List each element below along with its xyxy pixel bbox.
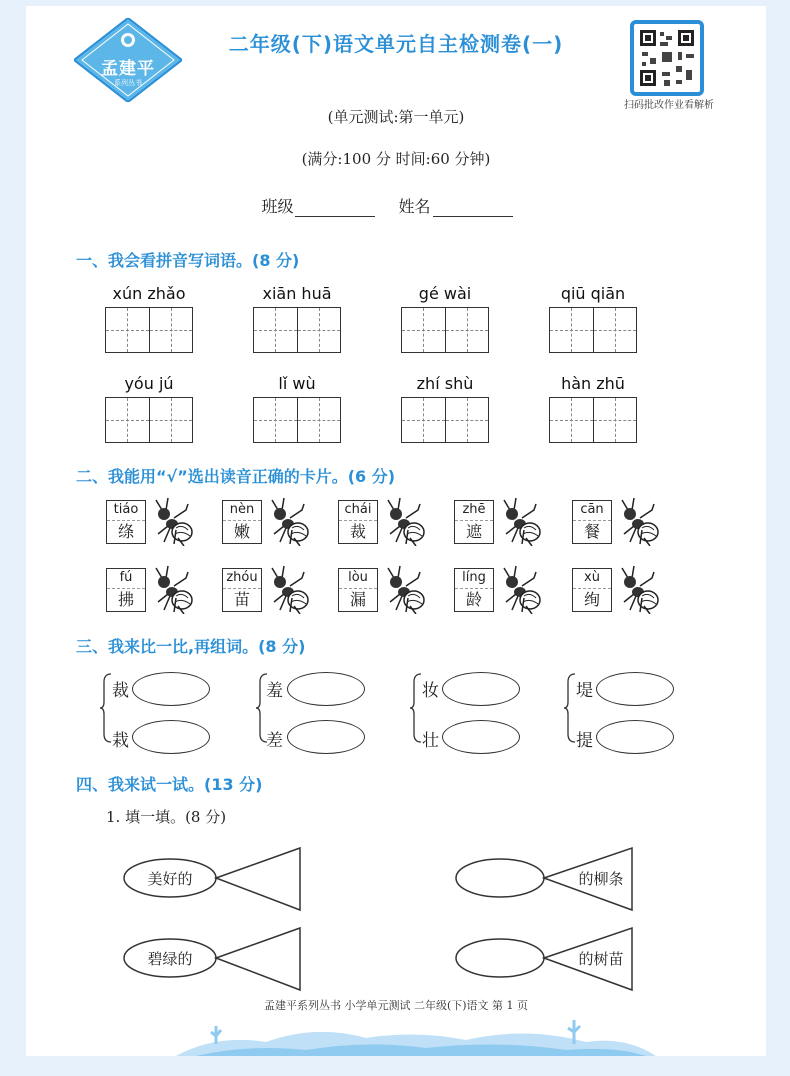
compare-char: 妆	[422, 681, 439, 701]
writing-grid[interactable]	[401, 397, 489, 443]
ant-icon	[614, 494, 660, 546]
pinyin-card[interactable]: líng 龄	[454, 568, 494, 612]
publisher-logo: 孟建平 系列丛书	[74, 18, 182, 102]
section-2-heading: 二、我能用“√”选出读音正确的卡片。(6 分)	[76, 467, 396, 486]
answer-oval[interactable]	[442, 720, 520, 754]
answer-oval[interactable]	[596, 720, 674, 754]
pinyin-card[interactable]: cān 餐	[572, 500, 612, 544]
qr-caption: 扫码批改作业看解析	[624, 100, 714, 111]
fan-answer-area[interactable]	[228, 932, 294, 986]
answer-oval[interactable]	[458, 860, 542, 896]
pinyin-label: xiān huā	[262, 284, 332, 303]
answer-oval[interactable]	[442, 672, 520, 706]
page-footer: 孟建平系列丛书 小学单元测试 二年级(下)语文 第 1 页	[263, 999, 529, 1012]
pinyin-card[interactable]: chái 裁	[338, 500, 378, 544]
class-name-row	[26, 194, 766, 217]
name-field[interactable]	[433, 202, 513, 217]
writing-grid[interactable]	[105, 397, 193, 443]
pinyin-label: gé wài	[418, 284, 472, 303]
ant-icon	[148, 494, 194, 546]
brace-icon	[564, 672, 576, 744]
pinyin-label: lǐ wù	[278, 374, 316, 393]
pinyin-card[interactable]: zhóu 苗	[222, 568, 262, 612]
compare-char: 裁	[112, 681, 129, 701]
ant-icon	[264, 562, 310, 614]
writing-grid[interactable]	[549, 307, 637, 353]
pinyin-card[interactable]: tiáo 绦	[106, 500, 146, 544]
ant-icon	[264, 494, 310, 546]
ant-icon	[496, 494, 542, 546]
writing-grid[interactable]	[549, 397, 637, 443]
class-field[interactable]	[295, 202, 375, 217]
writing-grid[interactable]	[253, 307, 341, 353]
pinyin-label: qiū qiān	[560, 284, 626, 303]
answer-oval[interactable]	[596, 672, 674, 706]
writing-grid[interactable]	[401, 307, 489, 353]
pinyin-card[interactable]: zhē 遮	[454, 500, 494, 544]
compare-char: 栽	[112, 731, 129, 751]
answer-oval[interactable]	[132, 720, 210, 754]
compare-char: 壮	[422, 731, 439, 751]
pinyin-card[interactable]: fú 拂	[106, 568, 146, 612]
ant-icon	[380, 562, 426, 614]
answer-oval[interactable]	[287, 720, 365, 754]
worksheet-page	[26, 6, 766, 1056]
section-4-heading: 四、我来试一试。(13 分)	[76, 775, 263, 794]
fan-label: 碧绿的	[147, 950, 193, 968]
fan-label: 的柳条	[578, 870, 624, 888]
class-label: 班级	[261, 197, 294, 216]
pinyin-card[interactable]: lòu 漏	[338, 568, 378, 612]
compare-char: 羞	[266, 681, 283, 701]
answer-oval[interactable]	[458, 940, 542, 976]
subquestion-label: 1. 填一填。(8 分)	[106, 808, 227, 826]
answer-oval[interactable]	[132, 672, 210, 706]
pinyin-card[interactable]: nèn 嫩	[222, 500, 262, 544]
ant-icon	[614, 562, 660, 614]
qr-code[interactable]	[630, 20, 704, 96]
ant-icon	[496, 562, 542, 614]
writing-grid[interactable]	[253, 397, 341, 443]
pinyin-label: zhí shù	[416, 374, 474, 393]
brace-icon	[410, 672, 422, 744]
ant-icon	[148, 562, 194, 614]
compare-char: 堤	[576, 681, 593, 701]
compare-char: 差	[266, 731, 283, 751]
ant-icon	[380, 494, 426, 546]
pinyin-label: yóu jú	[124, 374, 174, 393]
pinyin-label: hàn zhū	[561, 374, 625, 393]
pinyin-label: xún zhǎo	[112, 284, 186, 303]
name-label: 姓名	[398, 197, 431, 216]
compare-char: 提	[576, 731, 593, 751]
fan-answer-area[interactable]	[228, 852, 294, 906]
unit-label: (单元测试:第一单元)	[327, 108, 465, 126]
answer-oval[interactable]	[287, 672, 365, 706]
section-1-heading: 一、我会看拼音写词语。(8 分)	[76, 251, 300, 270]
score-time: (满分:100 分 时间:60 分钟)	[301, 150, 491, 168]
fan-label: 美好的	[147, 870, 193, 888]
decorative-waves-icon	[26, 1012, 766, 1056]
fan-label: 的树苗	[578, 950, 624, 968]
pinyin-card[interactable]: xù 绚	[572, 568, 612, 612]
section-3-heading: 三、我来比一比,再组词。(8 分)	[76, 637, 306, 656]
brace-icon	[100, 672, 112, 744]
page-title: 二年级(下)语文单元自主检测卷(一)	[228, 32, 564, 56]
writing-grid[interactable]	[105, 307, 193, 353]
